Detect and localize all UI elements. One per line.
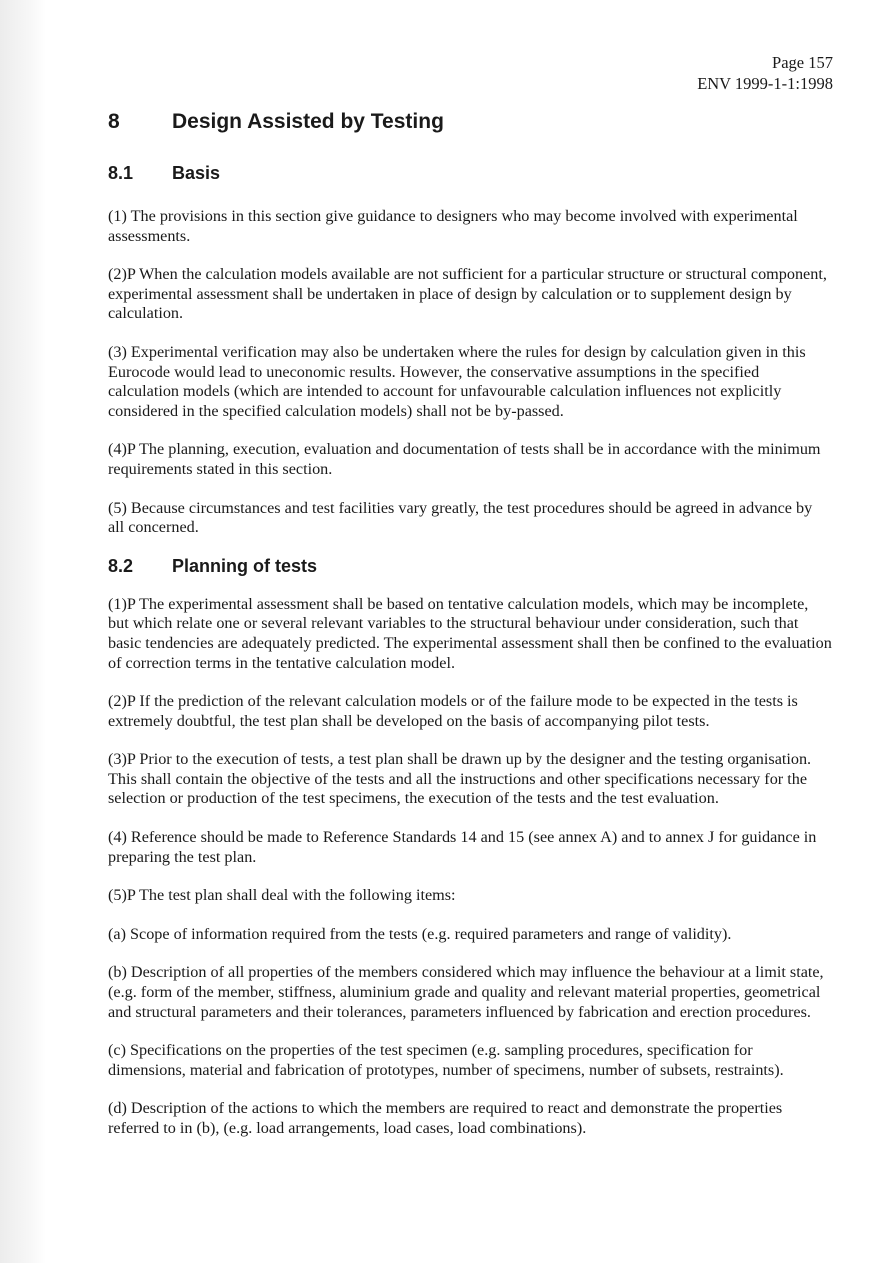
clause-8-1-4: (4)P The planning, execution, evaluation and documentation of tests shall be in accordance with the minimum requirements stated in this section. xyxy=(108,440,821,478)
list-item-b: (b) Description of all properties of the members considered which may influence the behaviour at a limit state, (e.g. form of the member, stiffness, aluminium grade and quality and relevant material properties, geometrical and structural parameters and their tolerances, parameters influenced by fabrication and erection procedures. xyxy=(108,963,824,1021)
clause-8-2-3: (3)P Prior to the execution of tests, a test plan shall be drawn up by the designer and the testing organisation. This shall contain the objective of the tests and all the instructions and other specifications necessary for the selection or production of the test specimens, the execution of the tests and the test evaluation. xyxy=(108,750,812,808)
clause-8-1-5: (5) Because circumstances and test facilities vary greatly, the test procedures should be agreed in advance by all concerned. xyxy=(108,498,813,537)
clause-8-1-3: (3) Experimental verification may also be undertaken where the rules for design by calculation given in this Eurocode would lead to uneconomic results. However, the conservative assumptions in the specified calculation models (which are intended to account for unfavourable calculation influences not explicitly considered in the specified calculation models) shall not be by-passed. xyxy=(108,342,806,420)
clause-8-2-5: (5)P The test plan shall deal with the following items: xyxy=(108,886,456,905)
section-8-2-heading xyxy=(108,554,832,580)
list-item-d: (d) Description of the actions to which the members are required to react and demonstrate the properties referred to in (b), (e.g. load arrangements, load cases, load combinations). xyxy=(108,1099,783,1137)
clause-8-1-2: (2)P When the calculation models available are not sufficient for a particular structure or structural component, experimental assessment shall be undertaken in place of design by calculation or to supplement design by calculation. xyxy=(108,265,827,323)
list-item-a: (a) Scope of information required from the tests (e.g. required parameters and range of validity). xyxy=(108,924,732,943)
clause-8-2-1: (1)P The experimental assessment shall be based on tentative calculation models, which may be incomplete, but which relate one or several relevant variables to the structural behaviour under consideration, such that basic tendencies are adequately predicted. The experimental assessment shall then be confined to the evaluation of correction terms in the tentative calculation model. xyxy=(108,594,832,672)
section-8-heading xyxy=(108,107,832,137)
page-header xyxy=(697,52,833,94)
clause-8-1-1: (1) The provisions in this section give guidance to designers who may become involved with experimental assessments. xyxy=(108,207,798,245)
section-8-number: 8 xyxy=(108,110,120,133)
clause-8-2-4: (4) Reference should be made to Reference Standards 14 and 15 (see annex A) and to annex J for guidance in preparing the test plan. xyxy=(108,828,817,866)
section-8-2-number: 8.2 xyxy=(108,556,134,577)
list-item-c: (c) Specifications on the properties of the test specimen (e.g. sampling procedures, specification for dimensions, material and fabrication of prototypes, number of specimens, number of subsets, restraints). xyxy=(108,1041,784,1079)
section-8-2-title: Planning of tests xyxy=(172,556,318,577)
standard-reference: ENV 1999-1-1:1998 xyxy=(697,74,833,93)
section-8-1-heading xyxy=(108,160,832,186)
section-8-1-title: Basis xyxy=(172,162,221,183)
page-number: Page 157 xyxy=(772,53,833,72)
scan-edge-shadow xyxy=(0,0,46,1263)
clause-8-2-2: (2)P If the prediction of the relevant calculation models or of the failure mode to be expected in the tests is extremely doubtful, the test plan shall be developed on the basis of accompanying pilot tests. xyxy=(108,692,798,730)
section-8-title: Design Assisted by Testing xyxy=(172,110,444,133)
section-8-1-number: 8.1 xyxy=(108,162,134,183)
page-content xyxy=(108,107,832,1139)
